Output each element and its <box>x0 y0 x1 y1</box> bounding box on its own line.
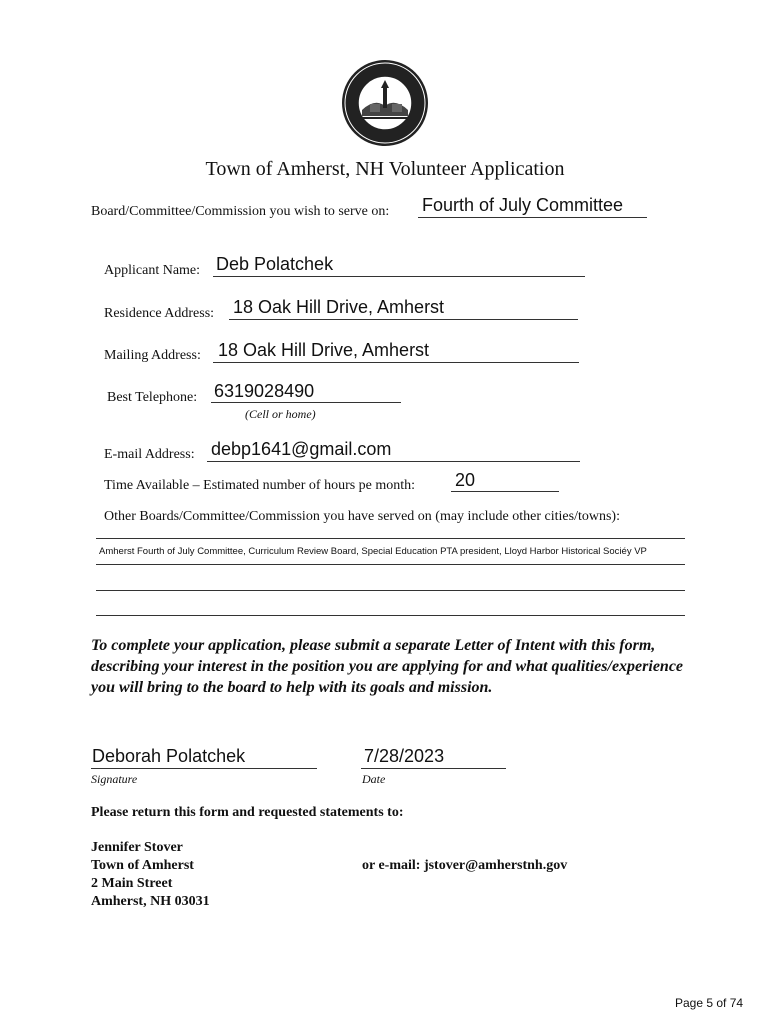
page-number: Page 5 of 74 <box>675 996 744 1010</box>
return-org: Town of Amherst <box>91 858 194 873</box>
applicant-field[interactable]: Deb Polatchek <box>216 254 334 274</box>
return-heading: Please return this form and requested statements to: <box>91 805 404 820</box>
applicant-line <box>213 276 585 277</box>
residence-line <box>229 319 578 320</box>
board-line <box>418 217 647 218</box>
applicant-label: Applicant Name: <box>104 263 201 278</box>
residence-label: Residence Address: <box>104 306 215 321</box>
other-label: Other Boards/Committee/Commission you have served on (may include other cities/towns): <box>104 509 620 524</box>
telephone-hint: (Cell or home) <box>245 407 316 421</box>
other-line-3 <box>96 615 685 616</box>
signature-label: Signature <box>91 772 138 786</box>
other-field[interactable]: Amherst Fourth of July Committee, Curriculum Review Board, Special Education PTA president, Lloyd Harbor Historical Sociéy VP <box>99 546 647 557</box>
email-field[interactable]: debp1641@gmail.com <box>211 439 392 459</box>
return-name: Jennifer Stover <box>91 840 183 855</box>
return-city: Amherst, NH 03031 <box>91 894 210 909</box>
other-line-2 <box>96 590 685 591</box>
town-seal <box>340 58 430 148</box>
return-email: or e-mail: jstover@amherstnh.gov <box>362 858 568 873</box>
signature-line <box>91 768 317 769</box>
telephone-field[interactable]: 6319028490 <box>214 381 315 401</box>
mailing-label: Mailing Address: <box>104 348 201 363</box>
date-field[interactable]: 7/28/2023 <box>364 746 445 766</box>
mailing-line <box>213 362 579 363</box>
return-street: 2 Main Street <box>91 876 173 891</box>
date-label: Date <box>362 772 386 786</box>
mailing-field[interactable]: 18 Oak Hill Drive, Amherst <box>218 340 430 360</box>
email-line <box>207 461 580 462</box>
instructions-text: To complete your application, please submit a separate Letter of Intent with this form, describing your interest in the position you are applying for and what qualities/experience you will bring to the board to help with its goals and mission. <box>91 637 684 696</box>
other-line-1 <box>96 564 685 565</box>
board-field[interactable]: Fourth of July Committee <box>422 195 624 215</box>
time-line <box>451 491 559 492</box>
form-title: Town of Amherst, NH Volunteer Application <box>205 158 565 180</box>
telephone-line <box>211 402 401 403</box>
residence-field[interactable]: 18 Oak Hill Drive, Amherst <box>233 297 445 317</box>
seal-icon <box>340 58 430 148</box>
time-field[interactable]: 20 <box>455 470 476 490</box>
board-label: Board/Committee/Commission you wish to serve on: <box>91 204 390 219</box>
time-label: Time Available – Estimated number of hours pe month: <box>104 478 416 493</box>
signature-field[interactable]: Deborah Polatchek <box>92 746 246 766</box>
other-line-top <box>96 538 685 539</box>
email-label: E-mail Address: <box>104 447 195 462</box>
telephone-label: Best Telephone: <box>107 390 198 405</box>
date-line <box>361 768 506 769</box>
